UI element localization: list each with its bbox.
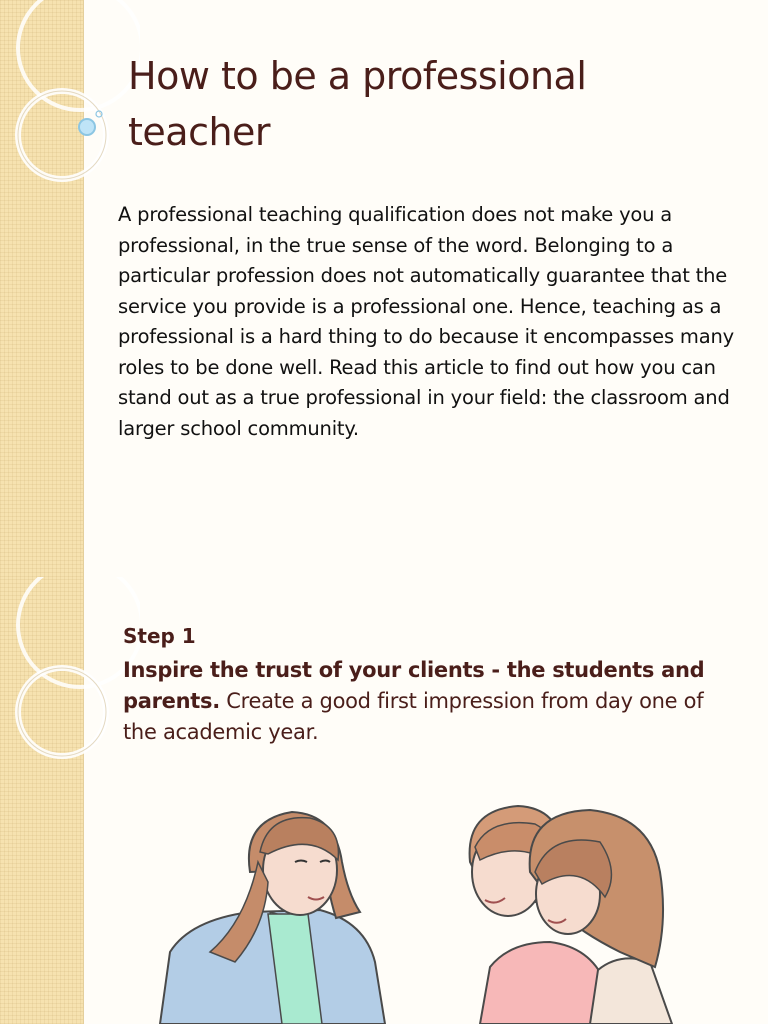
page-title: How to be a professional teacher	[128, 54, 587, 154]
step-body: Create a good first impression from day one of the academic year.	[123, 689, 704, 744]
parents-figure	[470, 806, 672, 1024]
step-heading: Inspire the trust of your clients - the students and parents.	[123, 658, 705, 713]
teacher-parent-illustration	[150, 802, 680, 1024]
decorative-circles	[0, 0, 140, 200]
teacher-figure	[160, 812, 385, 1024]
step-description	[123, 655, 733, 748]
decorative-circles	[0, 577, 140, 777]
intro-paragraph: A professional teaching qualification does not make you a professional, in the true sense of the word. Belonging to a particular profession does not automatically guarantee that the service you provide is a professional one. Hence, teaching as a professional is a hard thing to do because it encompasses many roles to be done well. Read this article to find out how you can stand out as a true professional in your field: the classroom and larger school community.	[118, 203, 734, 440]
slide-2	[0, 577, 768, 1024]
accent-bubble-icon	[79, 119, 95, 135]
step-label: Step 1	[123, 624, 196, 648]
